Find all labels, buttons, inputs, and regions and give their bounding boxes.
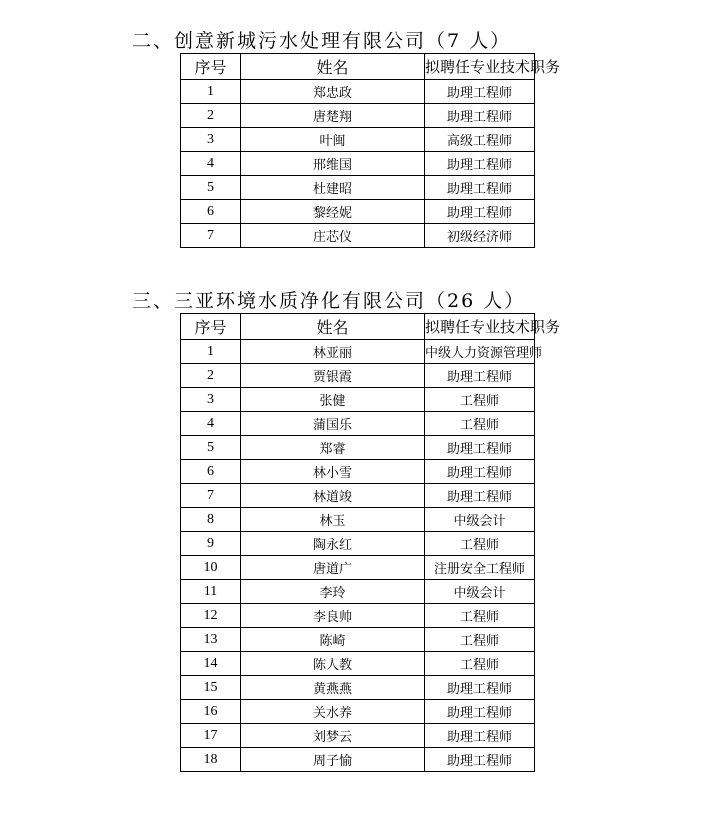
cell-name: 郑睿 [241, 436, 425, 460]
cell-number: 7 [181, 484, 241, 508]
table-row [181, 388, 535, 412]
table-row [181, 484, 535, 508]
cell-name: 庄芯仪 [241, 224, 425, 248]
table-row [181, 580, 535, 604]
cell-number: 3 [181, 128, 241, 152]
table-row [181, 176, 535, 200]
cell-position: 中级会计 [425, 508, 535, 532]
cell-name: 邢维国 [241, 152, 425, 176]
cell-position: 工程师 [425, 412, 535, 436]
table-header-row [181, 54, 535, 80]
table-row [181, 676, 535, 700]
table-row [181, 412, 535, 436]
cell-position: 助理工程师 [425, 676, 535, 700]
table-row [181, 104, 535, 128]
cell-position: 助理工程师 [425, 104, 535, 128]
cell-name: 周子愉 [241, 748, 425, 772]
cell-name: 李玲 [241, 580, 425, 604]
cell-name: 黄燕燕 [241, 676, 425, 700]
table-header-row [181, 314, 535, 340]
table-row [181, 532, 535, 556]
cell-position: 助理工程师 [425, 748, 535, 772]
cell-name: 黎经妮 [241, 200, 425, 224]
cell-number: 6 [181, 200, 241, 224]
cell-number: 11 [181, 580, 241, 604]
cell-position: 工程师 [425, 532, 535, 556]
cell-position: 助理工程师 [425, 364, 535, 388]
table-row [181, 508, 535, 532]
cell-position: 初级经济师 [425, 224, 535, 248]
cell-name: 关水养 [241, 700, 425, 724]
column-header-position: 拟聘任专业技术职务 [425, 54, 535, 80]
table-row [181, 80, 535, 104]
cell-number: 10 [181, 556, 241, 580]
cell-name: 张健 [241, 388, 425, 412]
cell-name: 刘梦云 [241, 724, 425, 748]
cell-number: 12 [181, 604, 241, 628]
cell-position: 工程师 [425, 628, 535, 652]
cell-position: 助理工程师 [425, 460, 535, 484]
cell-position: 助理工程师 [425, 700, 535, 724]
cell-number: 3 [181, 388, 241, 412]
cell-position: 注册安全工程师 [425, 556, 535, 580]
section-3-title: 三、三亚环境水质净化有限公司（26 人） [132, 290, 526, 312]
section-2-table [180, 53, 561, 248]
cell-number: 4 [181, 152, 241, 176]
cell-number: 9 [181, 532, 241, 556]
cell-position: 助理工程师 [425, 200, 535, 224]
cell-position: 中级人力资源管理师 [425, 340, 535, 364]
cell-name: 林小雪 [241, 460, 425, 484]
cell-name: 杜建昭 [241, 176, 425, 200]
table-row [181, 748, 535, 772]
table-row [181, 340, 535, 364]
column-header-number: 序号 [181, 54, 241, 80]
cell-name: 李良帅 [241, 604, 425, 628]
column-header-position: 拟聘任专业技术职务 [425, 314, 535, 340]
cell-number: 13 [181, 628, 241, 652]
table-row [181, 556, 535, 580]
cell-position: 助理工程师 [425, 152, 535, 176]
section-3-table [180, 313, 561, 772]
cell-position: 助理工程师 [425, 80, 535, 104]
cell-name: 林玉 [241, 508, 425, 532]
cell-name: 林道竣 [241, 484, 425, 508]
table-row [181, 436, 535, 460]
table-row [181, 128, 535, 152]
cell-position: 助理工程师 [425, 436, 535, 460]
cell-number: 7 [181, 224, 241, 248]
table-row [181, 724, 535, 748]
cell-number: 8 [181, 508, 241, 532]
table-row [181, 224, 535, 248]
cell-number: 14 [181, 652, 241, 676]
cell-position: 助理工程师 [425, 724, 535, 748]
cell-name: 陈崎 [241, 628, 425, 652]
table-row [181, 200, 535, 224]
cell-position: 助理工程师 [425, 176, 535, 200]
cell-number: 2 [181, 364, 241, 388]
cell-position: 工程师 [425, 652, 535, 676]
cell-position: 高级工程师 [425, 128, 535, 152]
cell-name: 蒲国乐 [241, 412, 425, 436]
cell-name: 唐楚翔 [241, 104, 425, 128]
cell-number: 16 [181, 700, 241, 724]
cell-number: 17 [181, 724, 241, 748]
cell-name: 陶永红 [241, 532, 425, 556]
cell-name: 贾银霞 [241, 364, 425, 388]
cell-name: 叶闽 [241, 128, 425, 152]
cell-number: 5 [181, 176, 241, 200]
section-2-title: 二、创意新城污水处理有限公司（7 人） [132, 30, 512, 52]
table-row [181, 652, 535, 676]
cell-name: 陈人教 [241, 652, 425, 676]
cell-position: 工程师 [425, 604, 535, 628]
cell-position: 助理工程师 [425, 484, 535, 508]
table-row [181, 364, 535, 388]
table-row [181, 460, 535, 484]
cell-number: 4 [181, 412, 241, 436]
table-row [181, 628, 535, 652]
cell-name: 唐道广 [241, 556, 425, 580]
column-header-name: 姓名 [241, 314, 425, 340]
cell-name: 郑忠政 [241, 80, 425, 104]
table-row [181, 604, 535, 628]
cell-number: 18 [181, 748, 241, 772]
cell-position: 工程师 [425, 388, 535, 412]
cell-position: 中级会计 [425, 580, 535, 604]
cell-number: 6 [181, 460, 241, 484]
cell-number: 5 [181, 436, 241, 460]
column-header-number: 序号 [181, 314, 241, 340]
cell-name: 林亚丽 [241, 340, 425, 364]
column-header-name: 姓名 [241, 54, 425, 80]
cell-number: 15 [181, 676, 241, 700]
cell-number: 2 [181, 104, 241, 128]
cell-number: 1 [181, 80, 241, 104]
table-row [181, 152, 535, 176]
table-row [181, 700, 535, 724]
cell-number: 1 [181, 340, 241, 364]
